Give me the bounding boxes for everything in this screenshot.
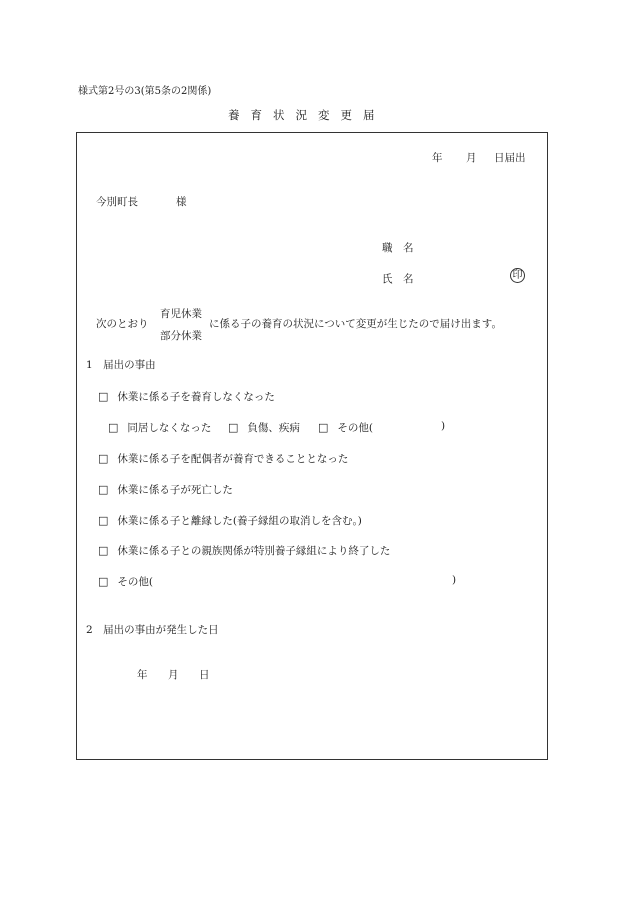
section1-heading: 1 届出の事由 (86, 359, 156, 371)
declaration-prefix: 次のとおり (96, 318, 149, 330)
seal-mark (510, 268, 525, 283)
sub-label: その他( (337, 422, 374, 434)
submission-month-label: 月 (466, 152, 477, 164)
reason-label: 休業に係る子との親族関係が特別養子縁組により終了した (117, 545, 391, 557)
occurrence-year-label: 年 (137, 669, 148, 681)
form-number: 様式第2号の3(第5条の2関係) (78, 86, 212, 97)
checkbox[interactable]: □ (98, 483, 109, 496)
page-title: 養育状況変更届 (228, 108, 386, 122)
reason-spouse-can-raise (98, 451, 348, 466)
submission-year-label: 年 (432, 152, 443, 164)
reason-no-longer-raising (98, 389, 275, 404)
submission-day-label: 日届出 (494, 152, 526, 164)
sub-other-close: ) (441, 420, 446, 432)
sub-label: 負傷、疾病 (247, 422, 300, 434)
position-label: 職 名 (382, 242, 414, 254)
checkbox[interactable]: □ (98, 390, 109, 403)
declaration-suffix: に係る子の養育の状況について変更が生じたので届け出ます。 (209, 318, 502, 330)
sub-injury-illness (228, 420, 300, 435)
occurrence-day-label: 日 (199, 669, 210, 681)
name-label: 氏 名 (382, 273, 414, 285)
reason-label: その他( (117, 576, 154, 588)
seal-symbol: 印 (512, 270, 523, 281)
reason-child-died (98, 482, 233, 497)
option-childcare-leave: 育児休業 (160, 308, 202, 320)
checkbox[interactable]: □ (108, 421, 119, 434)
checkbox[interactable]: □ (98, 575, 109, 588)
reason-label: 休業に係る子を配偶者が養育できることとなった (117, 453, 349, 465)
form-box (76, 132, 548, 760)
reason-relationship-ended (98, 543, 390, 558)
reason-other-close: ) (452, 574, 457, 586)
reason-label: 休業に係る子と離縁した(養子縁組の取消しを含む。) (117, 515, 362, 527)
option-partial-leave: 部分休業 (160, 330, 202, 342)
addressee-honorific: 様 (176, 196, 187, 208)
checkbox[interactable]: □ (228, 421, 239, 434)
sub-other (318, 420, 373, 435)
section2-heading: 2 届出の事由が発生した日 (86, 624, 219, 636)
reason-label: 休業に係る子を養育しなくなった (117, 391, 275, 403)
addressee-name: 今別町長 (96, 196, 138, 208)
sub-no-cohabit (108, 420, 211, 435)
checkbox[interactable]: □ (318, 421, 329, 434)
checkbox[interactable]: □ (98, 514, 109, 527)
checkbox[interactable]: □ (98, 452, 109, 465)
reason-label: 休業に係る子が死亡した (117, 484, 233, 496)
reason-separated (98, 513, 362, 528)
checkbox[interactable]: □ (98, 544, 109, 557)
occurrence-month-label: 月 (168, 669, 179, 681)
reason-other (98, 574, 153, 589)
sub-label: 同居しなくなった (127, 422, 212, 434)
